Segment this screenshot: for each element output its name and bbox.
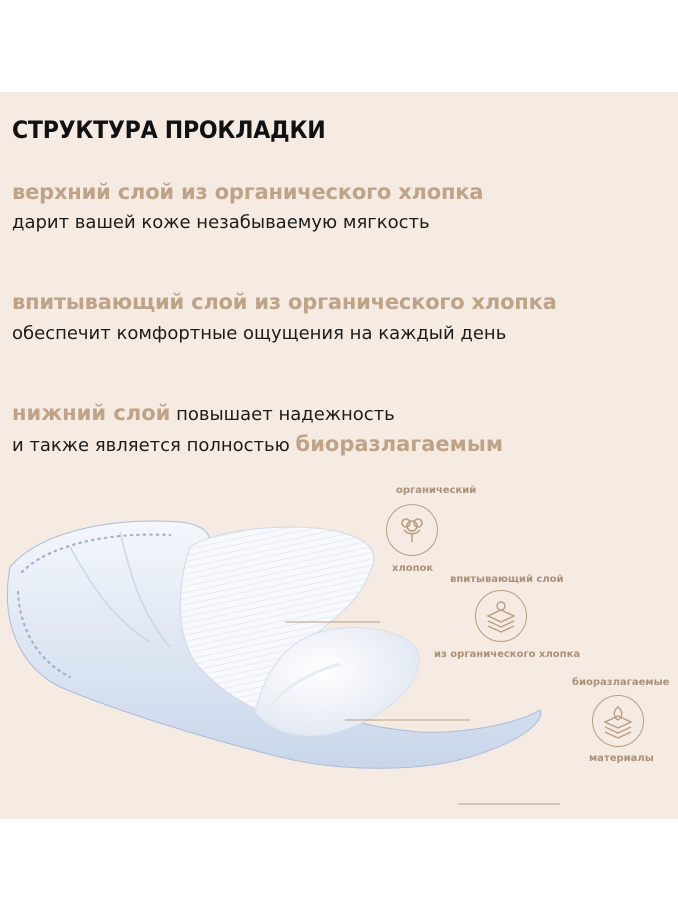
badge2-bottom-label: из органического хлопка — [434, 649, 581, 660]
layer3-line1 — [12, 401, 395, 425]
leaf-layers-icon — [592, 695, 644, 747]
layer3-accent-biodegradable: биоразлагаемым — [295, 432, 503, 456]
layer3-accent-bottom-layer: нижний слой — [12, 401, 171, 425]
product-panel — [0, 92, 678, 819]
layer3-text-reliability: повышает надежность — [170, 404, 395, 425]
badge2-top-label: впитывающий слой — [450, 574, 564, 585]
layer1-heading: верхний слой из органического хлопка — [12, 180, 484, 204]
layer3-line2 — [12, 432, 503, 456]
badge3-top-label: биоразлагаемые — [572, 677, 670, 688]
pad-illustration — [0, 472, 560, 819]
layer2-heading: впитывающий слой из органического хлопка — [12, 290, 557, 314]
badge3-bottom-label: материалы — [589, 753, 654, 764]
badge1-bottom-label: хлопок — [392, 563, 434, 574]
cotton-flower-icon — [386, 504, 438, 556]
page-title: СТРУКТУРА ПРОКЛАДКИ — [12, 116, 326, 144]
layer3-text-also: и также является полностью — [12, 435, 296, 456]
layer1-text: дарит вашей коже незабываемую мягкость — [12, 212, 430, 233]
badge1-top-label: органический — [396, 485, 477, 496]
layer2-text: обеспечит комфортные ощущения на каждый день — [12, 323, 507, 344]
cotton-layers-icon — [475, 590, 527, 642]
